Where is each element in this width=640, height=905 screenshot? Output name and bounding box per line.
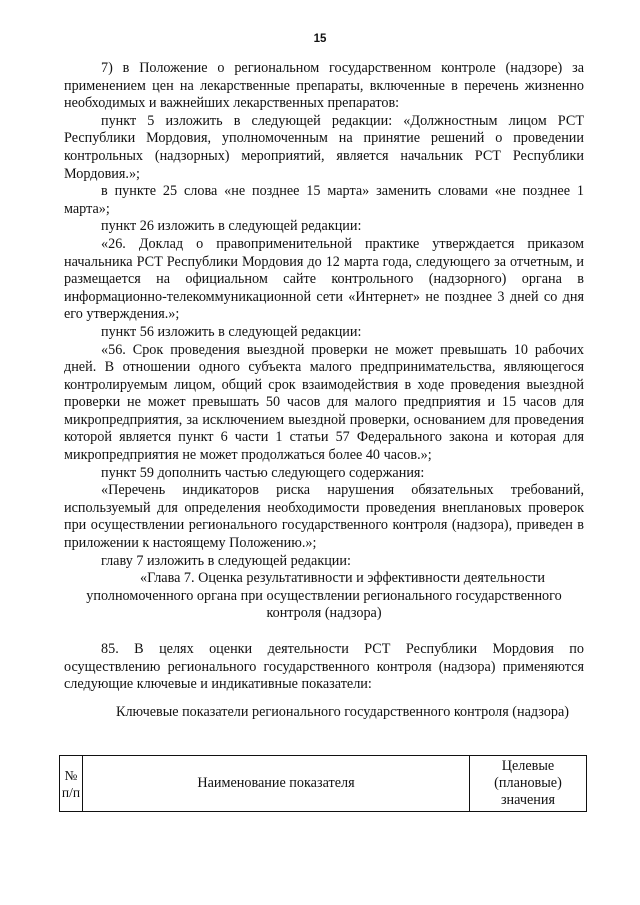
column-header-indicator-name: Наименование показателя [83,756,470,812]
document-body [64,60,584,721]
paragraph-chapter-7-intro: главу 7 изложить в следующей редакции: [101,552,351,569]
paragraph-punkt-5: пункт 5 изложить в следующей редакции: «Должностным лицом РСТ Республики Мордовия, уполномоченным на принятие решений о проведении контрольных (надзорных) мероприятий, является начальник РСТ Республики Мордовия.»; [64,112,584,182]
page-number: 15 [313,33,327,45]
paragraph-punkt-59-text: «Перечень индикаторов риска нарушения обязательных требований, используемый для определения необходимости проведения внеплановых проверок при осуществлении регионального государственного контроля (надзора), приведен в приложении к настоящему Положению.»; [64,482,584,552]
column-header-number: № п/п [60,756,83,812]
paragraph-punkt-56-intro: пункт 56 изложить в следующей редакции: [101,323,362,340]
table-header-row [60,756,587,812]
table-title: Ключевые показатели регионального государственного контроля (надзора) [115,703,570,720]
paragraph-punkt-56-text: «56. Срок проведения выездной проверки не может превышать 10 рабочих дней. В отношении одного субъекта малого предпринимательства, являющегося контролируемым лицом, общий срок взаимодействия в ходе проведения выездной проверки не может превышать 50 часов для малого предприятия и 15 часов для микропредприятия, за исключением выездной проверки, основанием для проведения которой является пункт 6 части 1 статьи 57 Федерального закона и которая для микропредприятия не может продолжаться более 40 часов.»; [64,341,584,464]
chapter-7-heading: «Глава 7. Оценка результативности и эффективности деятельности уполномоченного органа при осуществлении регионального государственного контроля (надзора) [86,570,562,622]
paragraph-punkt-26-text: «26. Доклад о правоприменительной практике утверждается приказом начальника РСТ Республики Мордовия до 12 марта года, следующего за отчетным, и размещается на официальном сайте контрольного (надзорного) органа в информационно-телекоммуникационной сети «Интернет» не позднее 3 дней со дня его утверждения.»; [64,235,584,323]
indicators-table [59,755,587,812]
paragraph-punkt-25: в пункте 25 слова «не позднее 15 марта» заменить словами «не позднее 1 марта»; [64,183,584,217]
paragraph-85: 85. В целях оценки деятельности РСТ Республики Мордовия по осуществлению регионального государственного контроля (надзора) применяются следующие ключевые и индикативные показатели: [64,641,584,693]
paragraph-item-7: 7) в Положение о региональном государственном контроле (надзоре) за применением цен на лекарственные препараты, включенные в перечень жизненно необходимых и важнейших лекарственных препаратов: [64,60,584,112]
column-header-target-values: Целевые (плановые) значения [470,756,587,812]
paragraph-punkt-26-intro: пункт 26 изложить в следующей редакции: [101,218,362,235]
paragraph-punkt-59-intro: пункт 59 дополнить частью следующего содержания: [101,464,425,481]
